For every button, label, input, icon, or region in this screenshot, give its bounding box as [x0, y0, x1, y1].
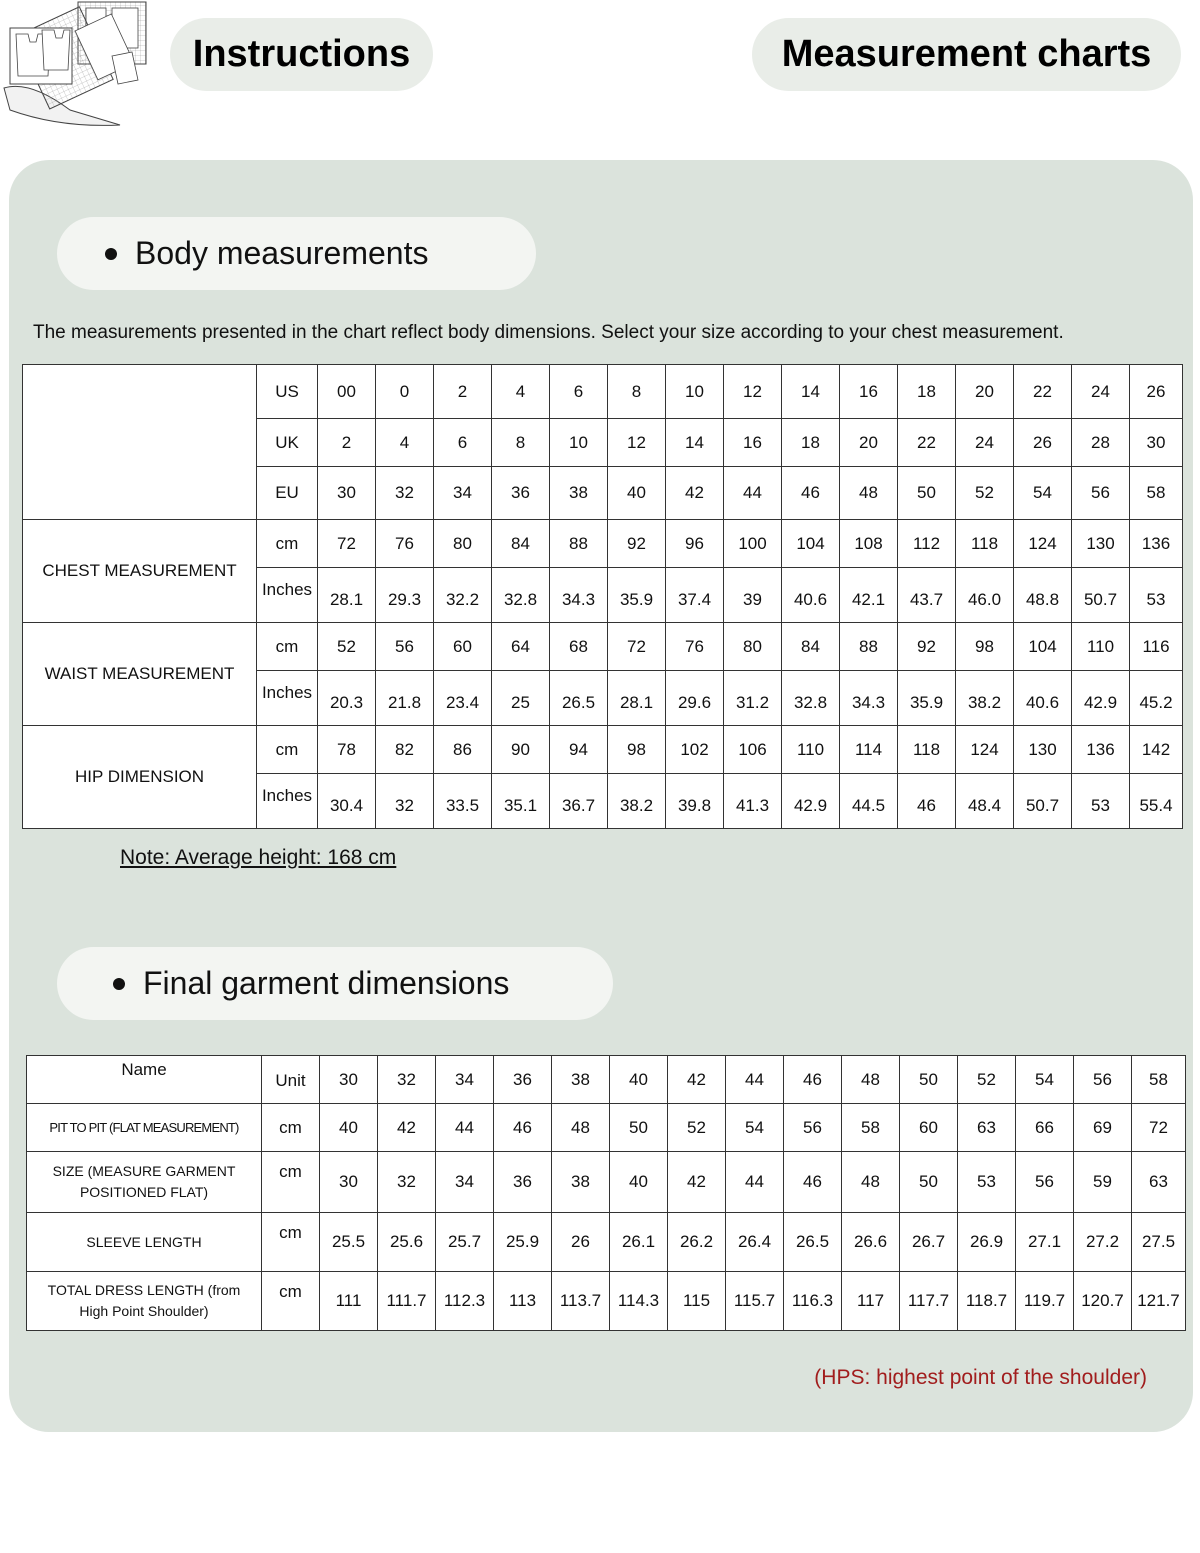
garment-value: 38: [552, 1152, 610, 1213]
measurement-value: 43.7: [898, 568, 956, 623]
measurement-value: 96: [666, 520, 724, 568]
size-header-cell: 30: [320, 1056, 378, 1104]
blank-header-cell: [23, 365, 257, 520]
size-cell: 44: [724, 467, 782, 520]
measurement-value: 52: [318, 623, 376, 671]
measurement-value: 28.1: [318, 568, 376, 623]
garment-value: 26.1: [610, 1213, 668, 1272]
measurement-value: 29.6: [666, 671, 724, 726]
garment-value: 27.5: [1132, 1213, 1186, 1272]
size-cell: 10: [550, 419, 608, 467]
size-cell: 8: [608, 365, 666, 419]
size-cell: 34: [434, 467, 492, 520]
size-cell: 18: [898, 365, 956, 419]
measurement-value: 104: [782, 520, 840, 568]
garment-measure-name: TOTAL DRESS LENGTH (from High Point Shoulder): [27, 1272, 262, 1331]
measurement-value: 82: [376, 726, 434, 774]
measurement-value: 50.7: [1072, 568, 1130, 623]
measurement-name: WAIST MEASUREMENT: [23, 623, 257, 726]
garment-value: 111: [320, 1272, 378, 1331]
garment-value: 112.3: [436, 1272, 494, 1331]
measurement-value: 53: [1072, 774, 1130, 829]
size-cell: 14: [782, 365, 840, 419]
size-cell: 26: [1014, 419, 1072, 467]
measurement-value: 136: [1072, 726, 1130, 774]
size-header-cell: 32: [378, 1056, 436, 1104]
size-system-label: UK: [257, 419, 318, 467]
garment-value: 44: [726, 1152, 784, 1213]
bullet-icon: [105, 248, 117, 260]
garment-value: 40: [320, 1104, 378, 1152]
measurement-value: 92: [608, 520, 666, 568]
garment-measure-name: PIT TO PIT (FLAT MEASUREMENT): [27, 1104, 262, 1152]
unit-label: cm: [262, 1104, 320, 1152]
size-cell: 26: [1130, 365, 1183, 419]
garment-value: 30: [320, 1152, 378, 1213]
garment-value: 46: [494, 1104, 552, 1152]
size-cell: 22: [1014, 365, 1072, 419]
measurement-value: 80: [434, 520, 492, 568]
measurement-value: 112: [898, 520, 956, 568]
measurement-value: 114: [840, 726, 898, 774]
bullet-icon: [113, 978, 125, 990]
unit-label: cm: [262, 1272, 320, 1331]
garment-value: 56: [1016, 1152, 1074, 1213]
hps-note: (HPS: highest point of the shoulder): [814, 1366, 1147, 1389]
measurement-value: 35.9: [608, 568, 666, 623]
measurement-value: 104: [1014, 623, 1072, 671]
garment-value: 25.5: [320, 1213, 378, 1272]
measurement-value: 100: [724, 520, 782, 568]
garment-value: 60: [900, 1104, 958, 1152]
unit-label: cm: [257, 520, 318, 568]
size-cell: 16: [840, 365, 898, 419]
measurement-value: 39: [724, 568, 782, 623]
garment-value: 36: [494, 1152, 552, 1213]
measurement-value: 92: [898, 623, 956, 671]
measurement-value: 64: [492, 623, 550, 671]
measurement-name: HIP DIMENSION: [23, 726, 257, 829]
unit-header: Unit: [262, 1056, 320, 1104]
garment-value: 34: [436, 1152, 494, 1213]
measurement-value: 53: [1130, 568, 1183, 623]
measurement-value: 35.9: [898, 671, 956, 726]
size-cell: 46: [782, 467, 840, 520]
size-header-cell: 46: [784, 1056, 842, 1104]
garment-value: 26.9: [958, 1213, 1016, 1272]
size-cell: 52: [956, 467, 1014, 520]
size-cell: 10: [666, 365, 724, 419]
measurement-value: 124: [956, 726, 1014, 774]
measurement-value: 26.5: [550, 671, 608, 726]
garment-value: 26.4: [726, 1213, 784, 1272]
measurement-value: 44.5: [840, 774, 898, 829]
size-cell: 0: [376, 365, 434, 419]
size-cell: 12: [608, 419, 666, 467]
measurement-value: 72: [318, 520, 376, 568]
size-cell: 54: [1014, 467, 1072, 520]
garment-value: 118.7: [958, 1272, 1016, 1331]
garment-value: 72: [1132, 1104, 1186, 1152]
garment-value: 42: [378, 1104, 436, 1152]
measurement-value: 98: [608, 726, 666, 774]
measurement-row: [23, 520, 1183, 568]
garment-value: 25.9: [494, 1213, 552, 1272]
garment-row: [27, 1213, 1186, 1272]
garment-value: 25.6: [378, 1213, 436, 1272]
measurement-value: 48.4: [956, 774, 1014, 829]
size-header-cell: 50: [900, 1056, 958, 1104]
measurement-value: 50.7: [1014, 774, 1072, 829]
size-header-cell: 48: [842, 1056, 900, 1104]
measurement-name: CHEST MEASUREMENT: [23, 520, 257, 623]
garment-measure-name: SIZE (MEASURE GARMENT POSITIONED FLAT): [27, 1152, 262, 1213]
unit-label: Inches: [257, 568, 318, 623]
size-header-cell: 54: [1016, 1056, 1074, 1104]
garment-dimensions-heading: [57, 947, 613, 1020]
measurement-value: 32.2: [434, 568, 492, 623]
garment-value: 26.7: [900, 1213, 958, 1272]
size-cell: 24: [956, 419, 1014, 467]
measurement-value: 90: [492, 726, 550, 774]
size-cell: 24: [1072, 365, 1130, 419]
measurement-value: 32.8: [782, 671, 840, 726]
size-header-cell: 42: [668, 1056, 726, 1104]
measurement-value: 88: [550, 520, 608, 568]
garment-value: 66: [1016, 1104, 1074, 1152]
measurement-value: 86: [434, 726, 492, 774]
size-cell: 4: [492, 365, 550, 419]
measurement-value: 88: [840, 623, 898, 671]
measurement-value: 136: [1130, 520, 1183, 568]
size-cell: 30: [318, 467, 376, 520]
measurement-value: 118: [898, 726, 956, 774]
size-cell: 2: [434, 365, 492, 419]
measurement-value: 31.2: [724, 671, 782, 726]
measurement-value: 110: [782, 726, 840, 774]
measurement-value: 98: [956, 623, 1014, 671]
measurement-value: 30.4: [318, 774, 376, 829]
size-cell: 00: [318, 365, 376, 419]
measurement-value: 84: [492, 520, 550, 568]
measurement-value: 102: [666, 726, 724, 774]
size-system-label: EU: [257, 467, 318, 520]
size-row-us: [23, 365, 1183, 419]
size-cell: 58: [1130, 467, 1183, 520]
garment-value: 40: [610, 1152, 668, 1213]
unit-label: Inches: [257, 774, 318, 829]
garment-value: 26.6: [842, 1213, 900, 1272]
tab-measurement-charts[interactable]: Measurement charts: [752, 18, 1181, 91]
size-cell: 50: [898, 467, 956, 520]
measurement-value: 68: [550, 623, 608, 671]
garment-value: 32: [378, 1152, 436, 1213]
garment-value: 69: [1074, 1104, 1132, 1152]
measurement-value: 110: [1072, 623, 1130, 671]
size-header-cell: 34: [436, 1056, 494, 1104]
unit-label: cm: [257, 623, 318, 671]
measurement-value: 32: [376, 774, 434, 829]
size-cell: 20: [956, 365, 1014, 419]
size-cell: 16: [724, 419, 782, 467]
garment-value: 116.3: [784, 1272, 842, 1331]
measurement-value: 84: [782, 623, 840, 671]
measurement-value: 28.1: [608, 671, 666, 726]
name-header: Name: [27, 1056, 262, 1104]
pattern-pieces-logo: [0, 0, 152, 130]
measurement-value: 32.8: [492, 568, 550, 623]
garment-value: 121.7: [1132, 1272, 1186, 1331]
garment-value: 27.2: [1074, 1213, 1132, 1272]
unit-label: Inches: [257, 671, 318, 726]
measurement-value: 46: [898, 774, 956, 829]
measurement-value: 41.3: [724, 774, 782, 829]
measurement-value: 33.5: [434, 774, 492, 829]
garment-value: 52: [668, 1104, 726, 1152]
section-title: Final garment dimensions: [143, 965, 510, 1001]
size-cell: 56: [1072, 467, 1130, 520]
garment-value: 111.7: [378, 1272, 436, 1331]
garment-value: 26: [552, 1213, 610, 1272]
measurement-value: 20.3: [318, 671, 376, 726]
garment-value: 26.2: [668, 1213, 726, 1272]
garment-value: 27.1: [1016, 1213, 1074, 1272]
size-cell: 6: [434, 419, 492, 467]
garment-value: 115: [668, 1272, 726, 1331]
garment-value: 54: [726, 1104, 784, 1152]
garment-value: 113: [494, 1272, 552, 1331]
garment-value: 42: [668, 1152, 726, 1213]
section-title: Body measurements: [135, 235, 429, 271]
size-cell: 18: [782, 419, 840, 467]
garment-value: 120.7: [1074, 1272, 1132, 1331]
measurement-value: 130: [1072, 520, 1130, 568]
garment-value: 63: [958, 1104, 1016, 1152]
measurement-value: 40.6: [782, 568, 840, 623]
measurement-row: [23, 623, 1183, 671]
garment-value: 48: [552, 1104, 610, 1152]
measurement-value: 76: [666, 623, 724, 671]
garment-value: 50: [900, 1152, 958, 1213]
measurement-value: 56: [376, 623, 434, 671]
size-cell: 40: [608, 467, 666, 520]
garment-value: 44: [436, 1104, 494, 1152]
garment-value: 46: [784, 1152, 842, 1213]
size-header-cell: 52: [958, 1056, 1016, 1104]
measurement-value: 35.1: [492, 774, 550, 829]
measurement-value: 72: [608, 623, 666, 671]
measurement-value: 46.0: [956, 568, 1014, 623]
size-cell: 2: [318, 419, 376, 467]
garment-value: 58: [842, 1104, 900, 1152]
garment-value: 63: [1132, 1152, 1186, 1213]
garment-value: 115.7: [726, 1272, 784, 1331]
unit-label: cm: [262, 1213, 320, 1272]
garment-dimensions-table: [26, 1055, 1186, 1331]
measurement-value: 34.3: [550, 568, 608, 623]
garment-row: [27, 1104, 1186, 1152]
size-header-cell: 44: [726, 1056, 784, 1104]
size-cell: 12: [724, 365, 782, 419]
size-cell: 6: [550, 365, 608, 419]
size-header-cell: 40: [610, 1056, 668, 1104]
measurement-value: 39.8: [666, 774, 724, 829]
measurement-value: 130: [1014, 726, 1072, 774]
measurement-value: 48.8: [1014, 568, 1072, 623]
measurement-value: 118: [956, 520, 1014, 568]
measurement-value: 116: [1130, 623, 1183, 671]
size-header-cell: 36: [494, 1056, 552, 1104]
measurement-value: 76: [376, 520, 434, 568]
measurement-value: 60: [434, 623, 492, 671]
body-measurements-table: [22, 364, 1183, 829]
garment-value: 114.3: [610, 1272, 668, 1331]
measurement-value: 42.9: [1072, 671, 1130, 726]
body-measurements-heading: [57, 217, 536, 290]
body-intro-text: The measurements presented in the chart reflect body dimensions. Select your size according to your chest measurement.: [33, 322, 1064, 343]
size-cell: 28: [1072, 419, 1130, 467]
garment-value: 59: [1074, 1152, 1132, 1213]
measurement-value: 42.9: [782, 774, 840, 829]
measurement-value: 45.2: [1130, 671, 1183, 726]
size-cell: 48: [840, 467, 898, 520]
garment-value: 56: [784, 1104, 842, 1152]
measurement-row: [23, 726, 1183, 774]
measurement-value: 29.3: [376, 568, 434, 623]
measurement-value: 42.1: [840, 568, 898, 623]
garment-value: 48: [842, 1152, 900, 1213]
average-height-note: Note: Average height: 168 cm: [120, 846, 397, 869]
garment-value: 26.5: [784, 1213, 842, 1272]
garment-value: 119.7: [1016, 1272, 1074, 1331]
garment-measure-name: SLEEVE LENGTH: [27, 1213, 262, 1272]
size-system-label: US: [257, 365, 318, 419]
measurement-value: 34.3: [840, 671, 898, 726]
size-cell: 30: [1130, 419, 1183, 467]
measurement-value: 37.4: [666, 568, 724, 623]
garment-value: 113.7: [552, 1272, 610, 1331]
measurement-value: 80: [724, 623, 782, 671]
garment-value: 117.7: [900, 1272, 958, 1331]
size-header-cell: 38: [552, 1056, 610, 1104]
garment-value: 53: [958, 1152, 1016, 1213]
garment-row: [27, 1152, 1186, 1213]
garment-value: 50: [610, 1104, 668, 1152]
measurement-value: 78: [318, 726, 376, 774]
unit-label: cm: [262, 1152, 320, 1213]
size-cell: 4: [376, 419, 434, 467]
measurement-value: 36.7: [550, 774, 608, 829]
size-cell: 20: [840, 419, 898, 467]
measurement-value: 23.4: [434, 671, 492, 726]
measurement-value: 55.4: [1130, 774, 1183, 829]
garment-header-row: [27, 1056, 1186, 1104]
size-cell: 32: [376, 467, 434, 520]
size-cell: 38: [550, 467, 608, 520]
size-cell: 14: [666, 419, 724, 467]
size-cell: 42: [666, 467, 724, 520]
measurement-value: 21.8: [376, 671, 434, 726]
size-cell: 36: [492, 467, 550, 520]
size-cell: 22: [898, 419, 956, 467]
garment-value: 117: [842, 1272, 900, 1331]
measurement-value: 40.6: [1014, 671, 1072, 726]
measurement-value: 124: [1014, 520, 1072, 568]
size-cell: 8: [492, 419, 550, 467]
measurement-value: 142: [1130, 726, 1183, 774]
size-header-cell: 58: [1132, 1056, 1186, 1104]
garment-value: 25.7: [436, 1213, 494, 1272]
unit-label: cm: [257, 726, 318, 774]
size-header-cell: 56: [1074, 1056, 1132, 1104]
measurement-value: 106: [724, 726, 782, 774]
tab-instructions[interactable]: Instructions: [170, 18, 433, 91]
measurement-value: 38.2: [608, 774, 666, 829]
measurement-value: 108: [840, 520, 898, 568]
measurement-value: 38.2: [956, 671, 1014, 726]
measurement-value: 94: [550, 726, 608, 774]
measurement-value: 25: [492, 671, 550, 726]
garment-row: [27, 1272, 1186, 1331]
